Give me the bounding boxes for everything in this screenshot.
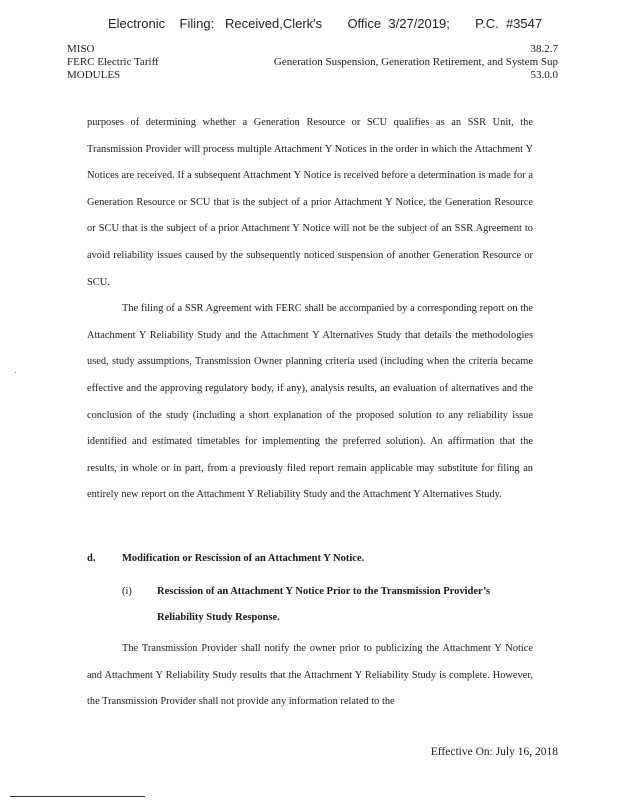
filing-stamp: Electronic Filing: Received,Clerk's Office 3/27/2019; P.C. #3547 xyxy=(108,16,543,31)
subsection-i-title-line1: Rescission of an Attachment Y Notice Prior to the Transmission Provider’s xyxy=(157,586,491,597)
header-version: 53.0.0 xyxy=(530,69,558,81)
subsection-i-label: (i) xyxy=(122,586,132,597)
header-right xyxy=(274,43,558,82)
effective-date: Effective On: July 16, 2018 xyxy=(430,746,558,758)
subsection-i-title-line2: Reliability Study Response. xyxy=(157,612,280,623)
section-d-label: d. xyxy=(87,553,96,564)
paragraph-2: The filing of a SSR Agreement with FERC shall be accompanied by a corresponding report on the Attachment Y Reliability Study and the Attachment Y Alternatives Study that details the methodologies used, study assumptions, Transmission Owner planning criteria used (including when the criteria became effective and the approving regulatory body, if any), analysis results, an evaluation of alternatives and the conclusion of the study (including a short explanation of the proposed solution to any reliability issue identified and estimated timetables for implementing the preferred solution). An affirmation that the results, in whole or in part, from a previously filed report remain applicable may substitute for filing an entirely new report on the Attachment Y Reliability Study and the Attachment Y Alternatives Study. xyxy=(87,303,533,501)
header-left xyxy=(67,43,159,82)
section-d-title: Modification or Rescission of an Attachment Y Notice. xyxy=(122,553,365,564)
header-section-number: 38.2.7 xyxy=(530,43,558,55)
header-org: MISO xyxy=(67,43,95,55)
scan-mark: · xyxy=(14,368,17,377)
header-section-title: Generation Suspension, Generation Retirement, and System Sup xyxy=(273,56,558,68)
paragraph-3: The Transmission Provider shall notify the owner prior to publicizing the Attachment Y Notice and Attachment Y Reliability Study results that the Attachment Y Reliability Study is complete. However, the Transmission Provider shall not provide any information related to the xyxy=(87,643,533,708)
paragraph-1: purposes of determining whether a Generation Resource or SCU qualifies as an SSR Unit, the Transmission Provider will process multiple Attachment Y Notices in the order in which the Attachment Y Notices are received. If a subsequent Attachment Y Notice is received before a determination is made for a Generation Resource or SCU that is the subject of a prior Attachment Y Notice, the Generation Resource or SCU that is the subject of a prior Attachment Y Notice will not be the subject of an SSR Agreement to avoid reliability issues caused by the subsequently noticed suspension of another Generation Resource or SCU. xyxy=(87,117,533,288)
document-body-continued xyxy=(87,636,533,716)
scan-rule xyxy=(10,796,145,797)
document-body xyxy=(87,110,533,509)
header-module: MODULES xyxy=(67,69,121,81)
header-tariff: FERC Electric Tariff xyxy=(67,56,159,68)
